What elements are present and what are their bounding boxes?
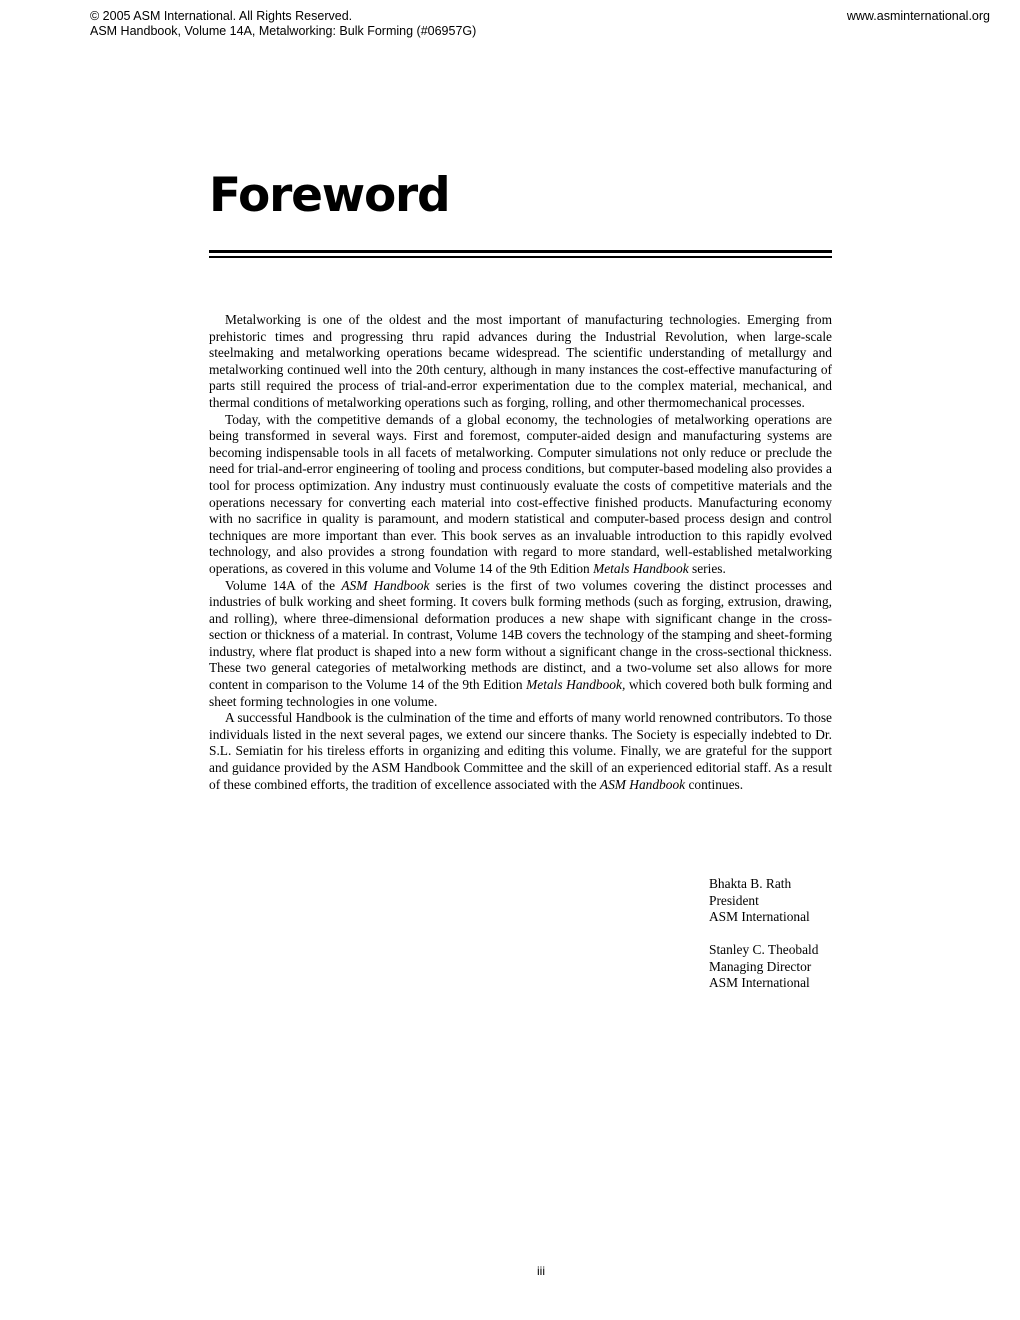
paragraph (209, 412, 832, 578)
signatory-org: ASM International (709, 975, 810, 991)
website-link[interactable]: www.asminternational.org (846, 9, 990, 23)
title-rule-thick (209, 250, 832, 253)
signatory-role: President (709, 892, 759, 908)
paragraph (209, 312, 832, 412)
paragraph-text: Today, with the competitive demands of a global economy, the technologies of metalworking operations are being transformed in several ways. First and foremost, computer-aided design and manufacturing systems are becoming indispensable tools in all facets of metalworking. Computer simulations not only reduce or preclude the need for trial-and-error engineering of tooling and process conditions, but computer-based modeling also provides a tool for process optimization. Any industry must continuously evaluate the costs of competitive materials and the operations necessary for converting each material into cost-effective finished products. Manufacturing economy with no sacrifice in quality is paramount, and modern statistical and computer-based process design and control techniques are more important than ever. This book serves as an invaluable introduction to this rapidly evolved technology, and also provides a strong foundation with regard to more standard, well-established metalworking operations, as covered in this volume and Volume 14 of the 9th Edition (209, 411, 832, 576)
signatory-name: Stanley C. Theobald (709, 942, 819, 957)
paragraph-text: series is the first of two volumes covering the distinct processes and industries of bulk working and sheet forming. It covers bulk forming methods (such as forging, extrusion, drawing, and rolling), where three-dimensional deformation produces a new shape with significant change in the cross-section or thickness of a material. In contrast, Volume 14B covers the technology of the stamping and sheet-forming industry, where flat product is shaped into a new form without a significant change in the cross-sectional thickness. These two general categories of metalworking methods are distinct, and a two-volume set also allows for more content in comparison to the Volume 14 of the 9th Edition (209, 577, 833, 693)
page-title: Foreword (209, 168, 450, 223)
italic-title-text: Metals Handbook, (526, 677, 626, 693)
paragraph-text: which covered both bulk forming and sheet forming technologies in one volume. (209, 677, 832, 709)
page-header-left (90, 9, 476, 39)
signatory-name: Bhakta B. Rath (709, 876, 792, 891)
copyright-line: © 2005 ASM International. All Rights Reserved. (90, 9, 353, 23)
italic-title-text: Metals Handbook (593, 560, 689, 576)
book-title-line: ASM Handbook, Volume 14A, Metalworking: Bulk Forming (#06957G) (90, 24, 477, 38)
paragraph (209, 578, 832, 711)
italic-title-text: ASM Handbook (341, 577, 430, 593)
paragraph-text: A successful Handbook is the culmination of the time and efforts of many world renowned contributors. To those individuals listed in the next several pages, we extend our sincere thanks. The Society is especially indebted to Dr. S.L. Semiatin for his tireless efforts in organizing and editing this volume. Finally, we are grateful for the support and guidance provided by the ASM Handbook Committee and the skill of an experienced editorial staff. As a result of these combined efforts, the tradition of excellence associated with the (209, 710, 832, 792)
paragraph (209, 710, 832, 793)
signature-block (709, 942, 818, 992)
paragraph-text: continues. (685, 776, 744, 792)
signatory-role: Managing Director (709, 958, 812, 974)
paragraph-text: series. (688, 560, 726, 576)
signature-block (709, 876, 810, 926)
foreword-body (209, 312, 832, 793)
paragraph-text: Volume 14A of the (225, 577, 342, 593)
paragraph-text: Metalworking is one of the oldest and the most important of manufacturing technologies. Emerging from prehistoric times and progressing thru rapid advances during the Industrial Revolution, when large-scale steelmaking and metalworking operations became widespread. The scientific understanding of metallurgy and metalworking continued well into the 20th century, although in many instances the cost-effective manufacturing of parts still required the process of trial-and-error experimentation due to the complex material, mechanical, and thermal conditions of metalworking operations such as forging, rolling, and other thermomechanical processes. (209, 312, 832, 410)
italic-title-text: ASM Handbook (599, 776, 686, 792)
page-number: iii (537, 1264, 545, 1278)
title-rule-thin (209, 256, 832, 258)
signatory-org: ASM International (709, 909, 810, 925)
